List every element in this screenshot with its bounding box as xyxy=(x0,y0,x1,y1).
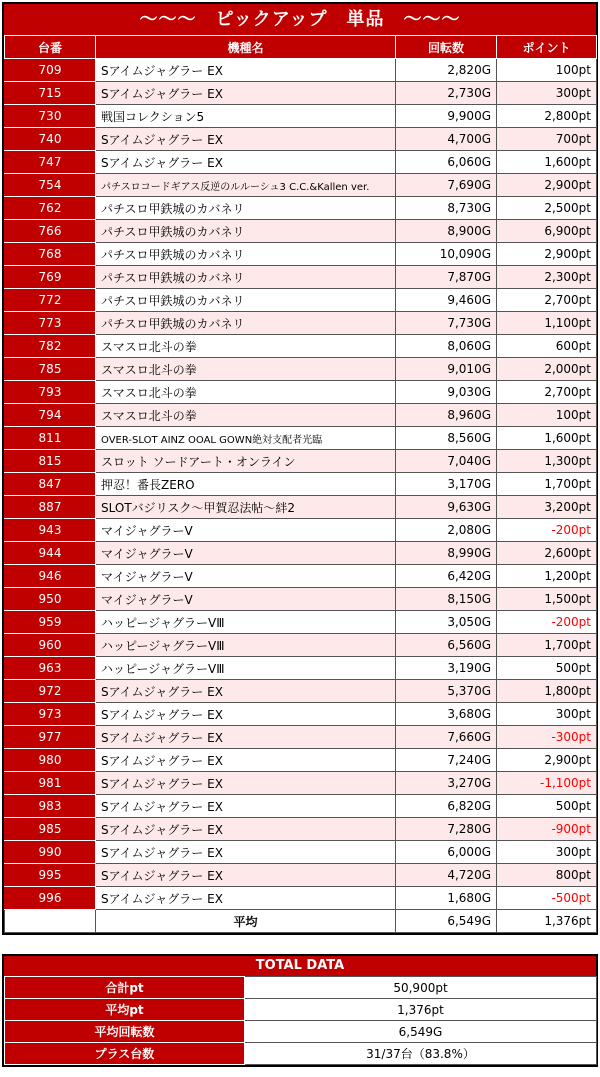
machine-no-cell: 782 xyxy=(5,335,96,358)
table-row xyxy=(5,243,597,266)
total-row xyxy=(5,999,597,1021)
points-cell: 2,700pt xyxy=(497,381,597,404)
machine-no-cell: 811 xyxy=(5,427,96,450)
spins-cell: 4,700G xyxy=(396,128,497,151)
spins-cell: 2,820G xyxy=(396,59,497,82)
points-cell: 6,900pt xyxy=(497,220,597,243)
points-cell: 3,200pt xyxy=(497,496,597,519)
total-value: 50,900pt xyxy=(245,977,597,999)
average-spins: 6,549G xyxy=(396,910,497,933)
table-row xyxy=(5,404,597,427)
machine-no-cell: 793 xyxy=(5,381,96,404)
machine-no-cell: 985 xyxy=(5,818,96,841)
points-cell: 500pt xyxy=(497,795,597,818)
points-cell: -900pt xyxy=(497,818,597,841)
machine-name-cell: ハッピージャグラーVⅢ xyxy=(96,634,396,657)
spins-cell: 8,060G xyxy=(396,335,497,358)
table-row xyxy=(5,289,597,312)
machine-name-cell: Sアイムジャグラー EX xyxy=(96,59,396,82)
machine-no-cell: 762 xyxy=(5,197,96,220)
points-cell: 300pt xyxy=(497,82,597,105)
points-cell: 2,500pt xyxy=(497,197,597,220)
machine-name-cell: Sアイムジャグラー EX xyxy=(96,726,396,749)
points-cell: 1,600pt xyxy=(497,151,597,174)
average-empty-cell xyxy=(5,910,96,933)
machine-no-cell: 996 xyxy=(5,887,96,910)
machine-name-cell: Sアイムジャグラー EX xyxy=(96,703,396,726)
table-row xyxy=(5,611,597,634)
machine-no-cell: 887 xyxy=(5,496,96,519)
points-cell: 1,700pt xyxy=(497,473,597,496)
total-row xyxy=(5,1021,597,1043)
machine-name-cell: パチスロ甲鉄城のカバネリ xyxy=(96,312,396,335)
machine-name-cell: パチスロ甲鉄城のカバネリ xyxy=(96,243,396,266)
points-cell: 300pt xyxy=(497,703,597,726)
spins-cell: 8,560G xyxy=(396,427,497,450)
machine-name-cell: Sアイムジャグラー EX xyxy=(96,841,396,864)
points-cell: 600pt xyxy=(497,335,597,358)
table-row xyxy=(5,128,597,151)
total-data-title: TOTAL DATA xyxy=(4,956,596,976)
machine-name-cell: 戦国コレクション5 xyxy=(96,105,396,128)
table-row xyxy=(5,864,597,887)
machine-no-cell: 785 xyxy=(5,358,96,381)
points-cell: 1,200pt xyxy=(497,565,597,588)
spins-cell: 6,060G xyxy=(396,151,497,174)
table-row xyxy=(5,312,597,335)
machine-no-cell: 946 xyxy=(5,565,96,588)
table-row xyxy=(5,519,597,542)
machine-name-cell: マイジャグラーV xyxy=(96,588,396,611)
machine-name-cell: スマスロ北斗の拳 xyxy=(96,335,396,358)
spins-cell: 6,560G xyxy=(396,634,497,657)
machine-name-cell: OVER-SLOT AINZ OOAL GOWN絶対支配者光臨 xyxy=(96,427,396,450)
machine-name-cell: 押忍！番長ZERO xyxy=(96,473,396,496)
table-row xyxy=(5,726,597,749)
points-cell: 1,800pt xyxy=(497,680,597,703)
total-value: 6,549G xyxy=(245,1021,597,1043)
machine-no-cell: 943 xyxy=(5,519,96,542)
table-row xyxy=(5,174,597,197)
machine-no-cell: 709 xyxy=(5,59,96,82)
table-row xyxy=(5,818,597,841)
spins-cell: 9,900G xyxy=(396,105,497,128)
machine-no-cell: 740 xyxy=(5,128,96,151)
header-points: ポイント xyxy=(497,36,597,59)
machine-name-cell: マイジャグラーV xyxy=(96,519,396,542)
machine-no-cell: 995 xyxy=(5,864,96,887)
table-row xyxy=(5,680,597,703)
spins-cell: 4,720G xyxy=(396,864,497,887)
spins-cell: 2,080G xyxy=(396,519,497,542)
table-row xyxy=(5,450,597,473)
machine-no-cell: 981 xyxy=(5,772,96,795)
points-cell: 500pt xyxy=(497,657,597,680)
machine-no-cell: 754 xyxy=(5,174,96,197)
machine-no-cell: 983 xyxy=(5,795,96,818)
table-row xyxy=(5,151,597,174)
spins-cell: 7,870G xyxy=(396,266,497,289)
machine-no-cell: 815 xyxy=(5,450,96,473)
spins-cell: 8,960G xyxy=(396,404,497,427)
spins-cell: 10,090G xyxy=(396,243,497,266)
spins-cell: 3,050G xyxy=(396,611,497,634)
spins-cell: 3,190G xyxy=(396,657,497,680)
machine-no-cell: 747 xyxy=(5,151,96,174)
table-row xyxy=(5,381,597,404)
total-row xyxy=(5,1043,597,1065)
spins-cell: 9,460G xyxy=(396,289,497,312)
machine-no-cell: 766 xyxy=(5,220,96,243)
total-data-panel xyxy=(2,954,598,1067)
machine-no-cell: 963 xyxy=(5,657,96,680)
machine-no-cell: 977 xyxy=(5,726,96,749)
total-data-table xyxy=(4,976,597,1065)
points-cell: 2,900pt xyxy=(497,174,597,197)
points-cell: 2,600pt xyxy=(497,542,597,565)
machine-no-cell: 769 xyxy=(5,266,96,289)
machine-name-cell: マイジャグラーV xyxy=(96,565,396,588)
machine-name-cell: パチスロ甲鉄城のカバネリ xyxy=(96,266,396,289)
spins-cell: 7,280G xyxy=(396,818,497,841)
machine-no-cell: 768 xyxy=(5,243,96,266)
machine-name-cell: パチスロ甲鉄城のカバネリ xyxy=(96,197,396,220)
total-label: 平均pt xyxy=(5,999,245,1021)
total-row xyxy=(5,977,597,999)
machine-name-cell: パチスロコードギアス反逆のルルーシュ3 C.C.&Kallen ver. xyxy=(96,174,396,197)
spins-cell: 9,630G xyxy=(396,496,497,519)
machine-name-cell: ハッピージャグラーVⅢ xyxy=(96,657,396,680)
machine-name-cell: Sアイムジャグラー EX xyxy=(96,151,396,174)
points-cell: 2,000pt xyxy=(497,358,597,381)
machine-name-cell: Sアイムジャグラー EX xyxy=(96,749,396,772)
machine-no-cell: 960 xyxy=(5,634,96,657)
machine-name-cell: Sアイムジャグラー EX xyxy=(96,128,396,151)
spins-cell: 8,990G xyxy=(396,542,497,565)
machine-name-cell: スロット ソードアート・オンライン xyxy=(96,450,396,473)
points-cell: 2,700pt xyxy=(497,289,597,312)
machine-name-cell: パチスロ甲鉄城のカバネリ xyxy=(96,289,396,312)
table-row xyxy=(5,565,597,588)
spins-cell: 6,000G xyxy=(396,841,497,864)
points-cell: 800pt xyxy=(497,864,597,887)
spins-cell: 2,730G xyxy=(396,82,497,105)
points-cell: 300pt xyxy=(497,841,597,864)
spins-cell: 8,150G xyxy=(396,588,497,611)
machine-no-cell: 959 xyxy=(5,611,96,634)
points-cell: 1,300pt xyxy=(497,450,597,473)
machine-no-cell: 950 xyxy=(5,588,96,611)
table-row xyxy=(5,473,597,496)
spins-cell: 7,690G xyxy=(396,174,497,197)
spins-cell: 7,730G xyxy=(396,312,497,335)
table-row xyxy=(5,358,597,381)
spins-cell: 3,680G xyxy=(396,703,497,726)
table-row xyxy=(5,634,597,657)
table-row xyxy=(5,542,597,565)
machine-name-cell: Sアイムジャグラー EX xyxy=(96,864,396,887)
points-cell: -1,100pt xyxy=(497,772,597,795)
points-cell: 1,500pt xyxy=(497,588,597,611)
spins-cell: 5,370G xyxy=(396,680,497,703)
average-row xyxy=(5,910,597,933)
table-row xyxy=(5,588,597,611)
table-row xyxy=(5,335,597,358)
spins-cell: 6,420G xyxy=(396,565,497,588)
spins-cell: 8,730G xyxy=(396,197,497,220)
pickup-table xyxy=(4,35,597,933)
total-label: プラス台数 xyxy=(5,1043,245,1065)
spins-cell: 6,820G xyxy=(396,795,497,818)
table-header-row xyxy=(5,36,597,59)
table-row xyxy=(5,197,597,220)
points-cell: -300pt xyxy=(497,726,597,749)
header-machine-name: 機種名 xyxy=(96,36,396,59)
spins-cell: 3,270G xyxy=(396,772,497,795)
average-label: 平均 xyxy=(96,910,396,933)
total-label: 合計pt xyxy=(5,977,245,999)
machine-no-cell: 730 xyxy=(5,105,96,128)
machine-no-cell: 972 xyxy=(5,680,96,703)
table-row xyxy=(5,266,597,289)
points-cell: 1,100pt xyxy=(497,312,597,335)
points-cell: 2,300pt xyxy=(497,266,597,289)
points-cell: 100pt xyxy=(497,404,597,427)
machine-name-cell: Sアイムジャグラー EX xyxy=(96,818,396,841)
table-row xyxy=(5,795,597,818)
machine-no-cell: 794 xyxy=(5,404,96,427)
table-row xyxy=(5,703,597,726)
machine-name-cell: スマスロ北斗の拳 xyxy=(96,381,396,404)
machine-no-cell: 990 xyxy=(5,841,96,864)
spins-cell: 9,010G xyxy=(396,358,497,381)
table-row xyxy=(5,220,597,243)
points-cell: 2,800pt xyxy=(497,105,597,128)
points-cell: -200pt xyxy=(497,519,597,542)
machine-name-cell: スマスロ北斗の拳 xyxy=(96,358,396,381)
machine-no-cell: 980 xyxy=(5,749,96,772)
spins-cell: 7,660G xyxy=(396,726,497,749)
table-row xyxy=(5,105,597,128)
table-row xyxy=(5,772,597,795)
machine-no-cell: 772 xyxy=(5,289,96,312)
table-row xyxy=(5,841,597,864)
machine-name-cell: パチスロ甲鉄城のカバネリ xyxy=(96,220,396,243)
table-row xyxy=(5,749,597,772)
header-spins: 回転数 xyxy=(396,36,497,59)
points-cell: 2,900pt xyxy=(497,243,597,266)
points-cell: 700pt xyxy=(497,128,597,151)
table-row xyxy=(5,657,597,680)
points-cell: -500pt xyxy=(497,887,597,910)
total-value: 1,376pt xyxy=(245,999,597,1021)
points-cell: 2,900pt xyxy=(497,749,597,772)
machine-name-cell: SLOTバジリスク～甲賀忍法帖～絆2 xyxy=(96,496,396,519)
spins-cell: 8,900G xyxy=(396,220,497,243)
table-row xyxy=(5,887,597,910)
machine-no-cell: 715 xyxy=(5,82,96,105)
average-points: 1,376pt xyxy=(497,910,597,933)
table-body xyxy=(5,59,597,910)
machine-name-cell: Sアイムジャグラー EX xyxy=(96,795,396,818)
spins-cell: 7,040G xyxy=(396,450,497,473)
table-row xyxy=(5,427,597,450)
header-machine-no: 台番 xyxy=(5,36,96,59)
machine-name-cell: Sアイムジャグラー EX xyxy=(96,772,396,795)
machine-no-cell: 773 xyxy=(5,312,96,335)
machine-name-cell: Sアイムジャグラー EX xyxy=(96,82,396,105)
machine-name-cell: Sアイムジャグラー EX xyxy=(96,680,396,703)
page-title: ～～～ ピックアップ 単品 ～～～ xyxy=(4,4,596,35)
pickup-table-panel xyxy=(2,2,598,935)
machine-name-cell: マイジャグラーV xyxy=(96,542,396,565)
total-label: 平均回転数 xyxy=(5,1021,245,1043)
spins-cell: 3,170G xyxy=(396,473,497,496)
machine-name-cell: Sアイムジャグラー EX xyxy=(96,887,396,910)
table-row xyxy=(5,82,597,105)
points-cell: -200pt xyxy=(497,611,597,634)
machine-no-cell: 973 xyxy=(5,703,96,726)
machine-name-cell: ハッピージャグラーVⅢ xyxy=(96,611,396,634)
machine-no-cell: 847 xyxy=(5,473,96,496)
total-value: 31/37台（83.8%） xyxy=(245,1043,597,1065)
table-row xyxy=(5,496,597,519)
spins-cell: 7,240G xyxy=(396,749,497,772)
points-cell: 1,600pt xyxy=(497,427,597,450)
table-row xyxy=(5,59,597,82)
points-cell: 100pt xyxy=(497,59,597,82)
points-cell: 1,700pt xyxy=(497,634,597,657)
spins-cell: 9,030G xyxy=(396,381,497,404)
machine-no-cell: 944 xyxy=(5,542,96,565)
spins-cell: 1,680G xyxy=(396,887,497,910)
machine-name-cell: スマスロ北斗の拳 xyxy=(96,404,396,427)
